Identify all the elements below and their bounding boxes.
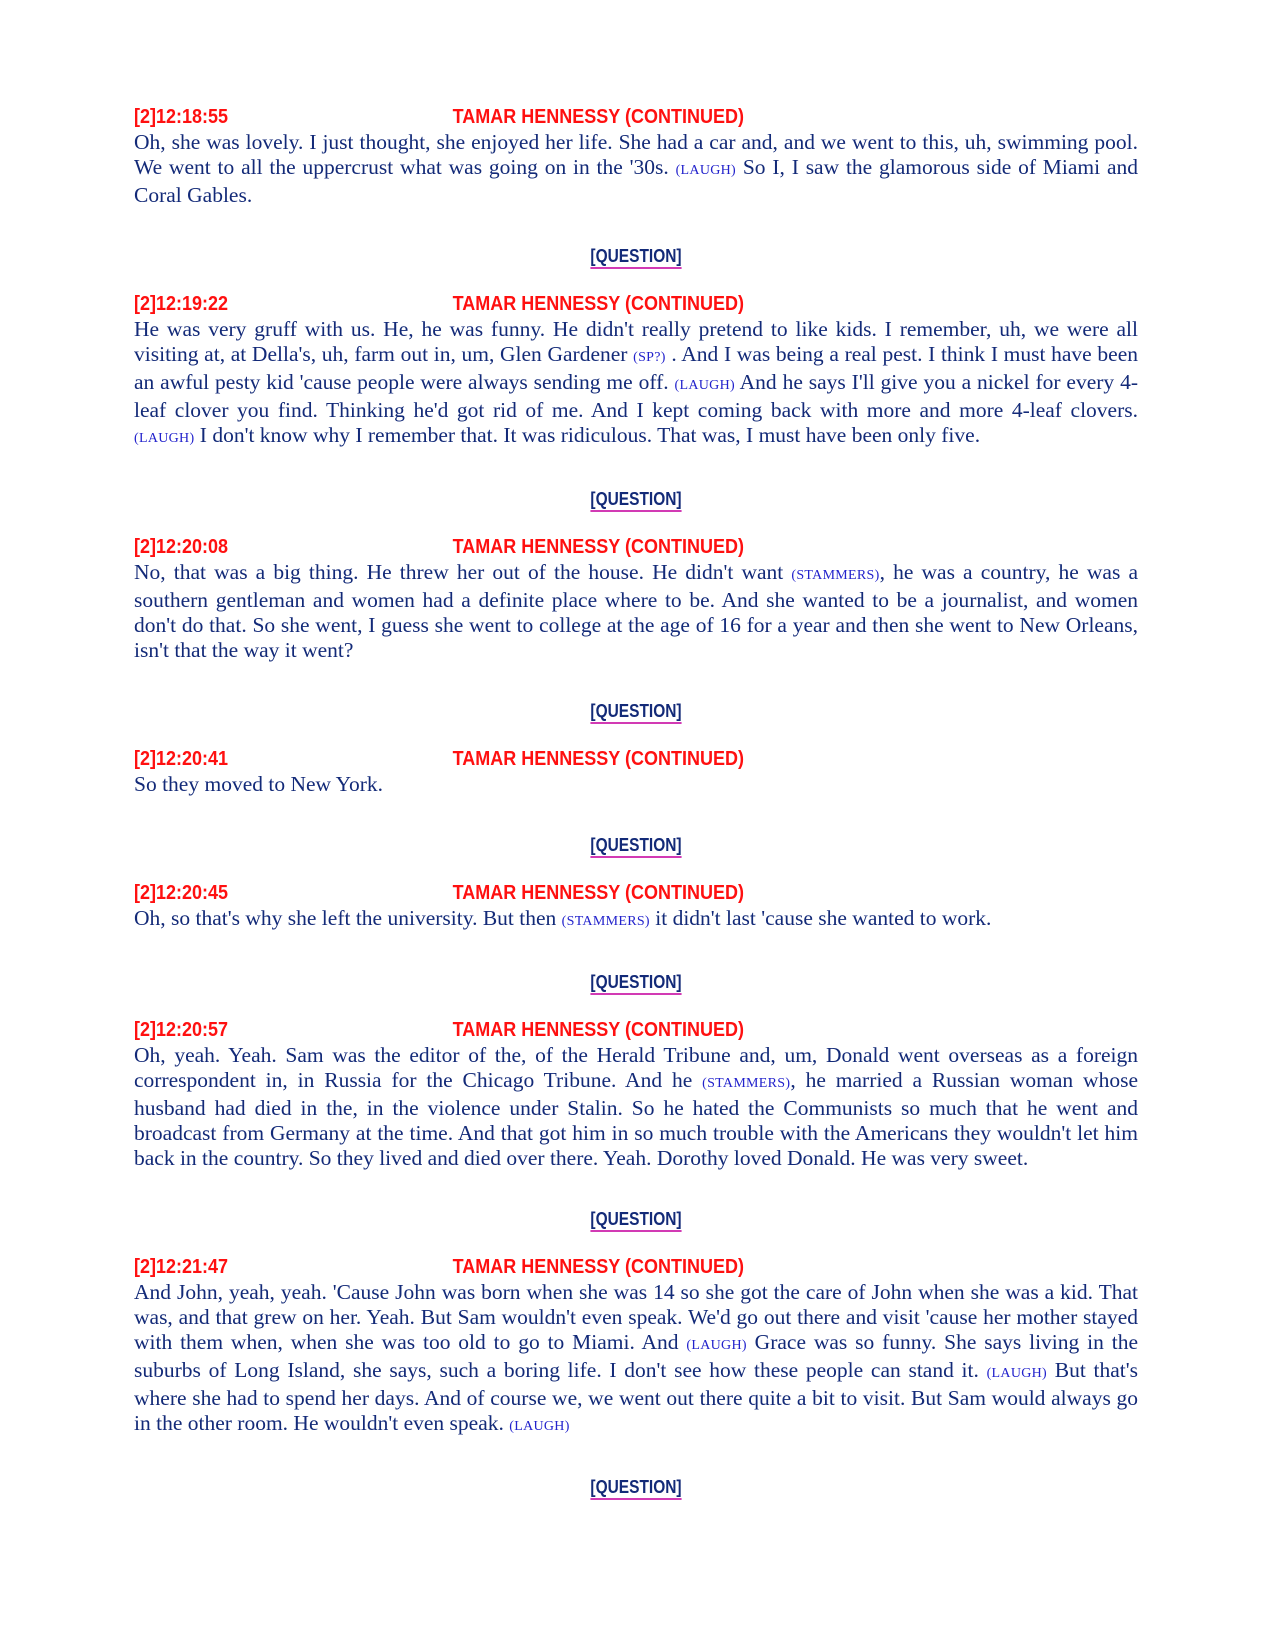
spoken-text: And he says I'll give you a nickel for every 4-leaf clover you find. Thinking he'd got rid of me. And I kept coming back with more and more 4-leaf clovers. — [134, 370, 1138, 422]
transcript-text — [134, 317, 1138, 451]
speaker-name: TAMAR HENNESSY (CONTINUED) — [452, 882, 744, 904]
transcript-entry — [134, 104, 1138, 291]
stage-direction: (STAMMERS) — [791, 568, 880, 583]
stage-direction: (LAUGH) — [134, 431, 195, 446]
spoken-text: Grace was so funny. She says living in the suburbs of Long Island, she says, such a boring life. I don't see how these people can stand it. — [134, 1330, 1138, 1382]
question-label: [QUESTION] — [590, 1476, 681, 1500]
speaker-name: TAMAR HENNESSY (CONTINUED) — [452, 293, 744, 315]
stage-direction: (LAUGH) — [674, 378, 735, 393]
question-label: [QUESTION] — [590, 834, 681, 858]
question-marker — [134, 971, 1138, 997]
stage-direction: (LAUGH) — [986, 1366, 1048, 1381]
question-label: [QUESTION] — [590, 1208, 681, 1232]
entry-header — [134, 534, 1038, 560]
question-marker — [134, 1208, 1138, 1234]
spoken-text: , he was a country, he was a southern gentleman and women had a definite place where to be. And she wanted to be a journalist, and women don't do that. So she went, I guess she went to college at the age of 16 for a year and then she went to New Orleans, isn't that the way it went? — [134, 560, 1138, 662]
timecode: [2]12:19:22 — [134, 293, 229, 315]
spoken-text: it didn't last 'cause she wanted to work. — [649, 906, 992, 930]
timecode: [2]12:20:08 — [134, 536, 229, 558]
timecode: [2]12:20:41 — [134, 748, 229, 770]
entry-header — [134, 746, 1038, 772]
transcript-entry — [134, 1254, 1138, 1522]
speaker-name: TAMAR HENNESSY (CONTINUED) — [452, 106, 744, 128]
question-marker — [134, 834, 1138, 860]
spoken-text: No, that was a big thing. He threw her out of the house. He didn't want — [134, 560, 792, 584]
spoken-text: I don't know why I remember that. It was ridiculous. That was, I must have been only five. — [194, 423, 981, 447]
transcript-entry — [134, 534, 1138, 746]
spoken-text: , he married a Russian woman whose husband had died in the, in the violence under Stalin. So he hated the Communists so much that he went and broadcast from Germany at the time. And that got him in so much trouble with the Americans they wouldn't let him back in the country. So they lived and died over there. Yeah. Dorothy loved Donald. He was very sweet. — [134, 1068, 1138, 1170]
entry-header — [134, 104, 1038, 130]
stage-direction: (STAMMERS) — [702, 1076, 791, 1091]
spoken-text: And John, yeah, yeah. 'Cause John was born when she was 14 so she got the care of John when she was a kid. That was, and that grew on her. Yeah. But Sam wouldn't even speak. We'd go out there and visit 'cause her mother stayed with them when, when she was too old to go to Miami. And — [134, 1280, 1138, 1354]
question-label: [QUESTION] — [590, 488, 681, 512]
speaker-name: TAMAR HENNESSY (CONTINUED) — [452, 748, 744, 770]
timecode: [2]12:21:47 — [134, 1256, 229, 1278]
question-marker — [134, 245, 1138, 271]
transcript-text — [134, 560, 1138, 663]
speaker-name: TAMAR HENNESSY (CONTINUED) — [452, 1019, 744, 1041]
spoken-text: So they moved to New York. — [134, 772, 384, 796]
question-label: [QUESTION] — [590, 245, 681, 269]
question-label: [QUESTION] — [590, 700, 681, 724]
transcript-entry — [134, 880, 1138, 1017]
spoken-text: But that's where she had to spend her days. And of course we, we went out there quite a bit to visit. But Sam would always go in the other room. He wouldn't even speak. — [134, 1358, 1138, 1435]
stage-direction: (LAUGH) — [675, 163, 737, 178]
spoken-text: Oh, so that's why she left the university. But then — [134, 906, 562, 930]
transcript-entry — [134, 1017, 1138, 1254]
transcript-page — [134, 104, 1138, 1522]
transcript-text — [134, 130, 1138, 208]
timecode: [2]12:20:45 — [134, 882, 229, 904]
spoken-text: Oh, she was lovely. I just thought, she enjoyed her life. She had a car and, and we went to this, uh, swimming pool. We went to all the uppercrust what was going on in the '30s. — [134, 130, 1138, 179]
question-marker — [134, 488, 1138, 514]
transcript-entry — [134, 291, 1138, 534]
question-label: [QUESTION] — [590, 971, 681, 995]
timecode: [2]12:20:57 — [134, 1019, 229, 1041]
transcript-text — [134, 1043, 1138, 1171]
stage-direction: (SP?) — [633, 350, 666, 365]
entry-header — [134, 1254, 1038, 1280]
speaker-name: TAMAR HENNESSY (CONTINUED) — [452, 536, 744, 558]
stage-direction: (LAUGH) — [686, 1338, 747, 1353]
spoken-text: So I, I saw the glamorous side of Miami and Coral Gables. — [134, 155, 1138, 207]
stage-direction: (STAMMERS) — [561, 914, 650, 929]
spoken-text: Oh, yeah. Yeah. Sam was the editor of the, of the Herald Tribune and, um, Donald went overseas as a foreign correspondent in, in Russia for the Chicago Tribune. And he — [134, 1043, 1138, 1092]
timecode: [2]12:18:55 — [134, 106, 229, 128]
speaker-name: TAMAR HENNESSY (CONTINUED) — [452, 1256, 744, 1278]
transcript-text — [134, 906, 1138, 934]
stage-direction: (LAUGH) — [509, 1419, 570, 1434]
entry-header — [134, 880, 1038, 906]
entry-header — [134, 1017, 1038, 1043]
question-marker — [134, 700, 1138, 726]
spoken-text: He was very gruff with us. He, he was funny. He didn't really pretend to like kids. I remember, uh, we were all visiting at, at Della's, uh, farm out in, um, Glen Gardener — [134, 317, 1138, 366]
transcript-entry — [134, 746, 1138, 880]
entry-header — [134, 291, 1038, 317]
spoken-text: . And I was being a real pest. I think I must have been an awful pesty kid 'cause people were always sending me off. — [134, 342, 1138, 394]
transcript-text — [134, 772, 1138, 797]
transcript-text — [134, 1280, 1138, 1439]
question-marker — [134, 1476, 1138, 1502]
